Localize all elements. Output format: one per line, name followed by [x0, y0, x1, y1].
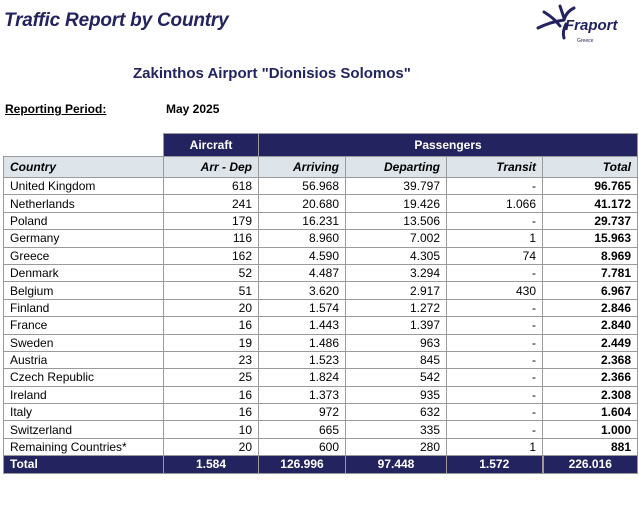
cell-departing: 632 [346, 404, 447, 421]
cell-total: 2.449 [543, 334, 638, 351]
cell-arr-dep: 10 [164, 421, 259, 438]
column-header-row [4, 157, 638, 178]
cell-total: 1.000 [543, 421, 638, 438]
cell-transit: - [447, 299, 543, 316]
cell-departing: 2.917 [346, 282, 447, 299]
cell-arr-dep: 116 [164, 230, 259, 247]
cell-departing: 963 [346, 334, 447, 351]
cell-country: Czech Republic [4, 369, 164, 386]
table-row [4, 317, 638, 334]
cell-country: Italy [4, 404, 164, 421]
cell-transit: - [447, 264, 543, 281]
cell-transit: - [447, 369, 543, 386]
cell-departing: 542 [346, 369, 447, 386]
cell-arr-dep: 179 [164, 212, 259, 229]
table-row [4, 369, 638, 386]
total-row [4, 456, 638, 473]
cell-departing: 7.002 [346, 230, 447, 247]
table-row [4, 282, 638, 299]
cell-country: Germany [4, 230, 164, 247]
cell-arr-dep: 16 [164, 317, 259, 334]
cell-arriving: 1.824 [259, 369, 346, 386]
table-row [4, 230, 638, 247]
cell-arriving: 16.231 [259, 212, 346, 229]
cell-arriving: 600 [259, 438, 346, 455]
total-arriving: 126.996 [259, 456, 346, 473]
cell-total: 29.737 [543, 212, 638, 229]
cell-transit: 1 [447, 438, 543, 455]
cell-country: Belgium [4, 282, 164, 299]
airport-name: Zakinthos Airport "Dionisios Solomos" [133, 65, 411, 82]
report-title: Traffic Report by Country [4, 10, 229, 31]
cell-total: 2.308 [543, 386, 638, 403]
cell-arr-dep: 618 [164, 178, 259, 195]
table-row [4, 264, 638, 281]
total-arr-dep: 1.584 [164, 456, 259, 473]
cell-departing: 845 [346, 351, 447, 368]
table-row [4, 386, 638, 403]
cell-departing: 3.294 [346, 264, 447, 281]
table-row [4, 212, 638, 229]
cell-arr-dep: 25 [164, 369, 259, 386]
logo-subtitle: Greece [577, 38, 594, 44]
cell-departing: 13.506 [346, 212, 447, 229]
cell-transit: 1.066 [447, 195, 543, 212]
cell-arr-dep: 241 [164, 195, 259, 212]
cell-country: Finland [4, 299, 164, 316]
logo-wordmark: Fraport [565, 17, 618, 34]
col-header-arr-dep: Arr - Dep [164, 157, 259, 178]
cell-arriving: 1.523 [259, 351, 346, 368]
cell-transit: - [447, 212, 543, 229]
cell-total: 7.781 [543, 264, 638, 281]
total-label: Total [4, 456, 164, 473]
cell-arriving: 1.486 [259, 334, 346, 351]
cell-arriving: 1.373 [259, 386, 346, 403]
cell-arriving: 4.590 [259, 247, 346, 264]
cell-departing: 935 [346, 386, 447, 403]
table-row [4, 334, 638, 351]
cell-arr-dep: 162 [164, 247, 259, 264]
cell-total: 41.172 [543, 195, 638, 212]
col-header-transit: Transit [447, 157, 543, 178]
cell-transit: 1 [447, 230, 543, 247]
group-header-aircraft: Aircraft [164, 134, 259, 157]
table-row [4, 351, 638, 368]
table-row [4, 178, 638, 195]
cell-total: 2.846 [543, 299, 638, 316]
cell-arriving: 56.968 [259, 178, 346, 195]
table-row [4, 438, 638, 455]
cell-arriving: 972 [259, 404, 346, 421]
cell-transit: - [447, 317, 543, 334]
cell-total: 881 [543, 438, 638, 455]
cell-total: 2.366 [543, 369, 638, 386]
table-row [4, 421, 638, 438]
cell-arr-dep: 20 [164, 299, 259, 316]
cell-country: Remaining Countries* [4, 438, 164, 455]
cell-transit: 74 [447, 247, 543, 264]
cell-total: 6.967 [543, 282, 638, 299]
total-departing: 97.448 [346, 456, 447, 473]
cell-departing: 335 [346, 421, 447, 438]
col-header-departing: Departing [346, 157, 447, 178]
cell-transit: - [447, 334, 543, 351]
cell-arriving: 665 [259, 421, 346, 438]
cell-arriving: 3.620 [259, 282, 346, 299]
group-header-passengers: Passengers [259, 134, 638, 157]
cell-arr-dep: 51 [164, 282, 259, 299]
cell-arr-dep: 16 [164, 386, 259, 403]
col-header-country: Country [4, 157, 164, 178]
total-transit: 1.572 [447, 456, 543, 473]
cell-total: 15.963 [543, 230, 638, 247]
cell-country: Austria [4, 351, 164, 368]
table-row [4, 195, 638, 212]
cell-arriving: 1.574 [259, 299, 346, 316]
reporting-period-value: May 2025 [166, 102, 220, 116]
table-row [4, 247, 638, 264]
cell-country: Sweden [4, 334, 164, 351]
cell-country: Ireland [4, 386, 164, 403]
cell-departing: 39.797 [346, 178, 447, 195]
cell-transit: 430 [447, 282, 543, 299]
cell-departing: 19.426 [346, 195, 447, 212]
cell-transit: - [447, 386, 543, 403]
cell-transit: - [447, 421, 543, 438]
cell-arr-dep: 16 [164, 404, 259, 421]
cell-total: 8.969 [543, 247, 638, 264]
cell-transit: - [447, 351, 543, 368]
cell-departing: 280 [346, 438, 447, 455]
cell-transit: - [447, 178, 543, 195]
cell-arr-dep: 20 [164, 438, 259, 455]
table-row [4, 299, 638, 316]
cell-country: Switzerland [4, 421, 164, 438]
total-total: 226.016 [543, 456, 638, 473]
cell-transit: - [447, 404, 543, 421]
cell-country: Netherlands [4, 195, 164, 212]
cell-country: United Kingdom [4, 178, 164, 195]
reporting-period-label: Reporting Period: [5, 102, 107, 116]
group-header-row [4, 134, 638, 157]
cell-total: 2.840 [543, 317, 638, 334]
cell-arriving: 4.487 [259, 264, 346, 281]
table-row [4, 404, 638, 421]
col-header-total: Total [543, 157, 638, 178]
cell-departing: 1.272 [346, 299, 447, 316]
cell-arriving: 8.960 [259, 230, 346, 247]
cell-arriving: 1.443 [259, 317, 346, 334]
cell-arr-dep: 23 [164, 351, 259, 368]
cell-departing: 1.397 [346, 317, 447, 334]
cell-arr-dep: 19 [164, 334, 259, 351]
group-header-empty [4, 134, 164, 157]
col-header-arriving: Arriving [259, 157, 346, 178]
traffic-table [3, 133, 638, 474]
cell-arriving: 20.680 [259, 195, 346, 212]
cell-country: Denmark [4, 264, 164, 281]
cell-total: 96.765 [543, 178, 638, 195]
cell-country: Poland [4, 212, 164, 229]
cell-country: France [4, 317, 164, 334]
cell-country: Greece [4, 247, 164, 264]
cell-departing: 4.305 [346, 247, 447, 264]
cell-arr-dep: 52 [164, 264, 259, 281]
cell-total: 2.368 [543, 351, 638, 368]
cell-total: 1.604 [543, 404, 638, 421]
